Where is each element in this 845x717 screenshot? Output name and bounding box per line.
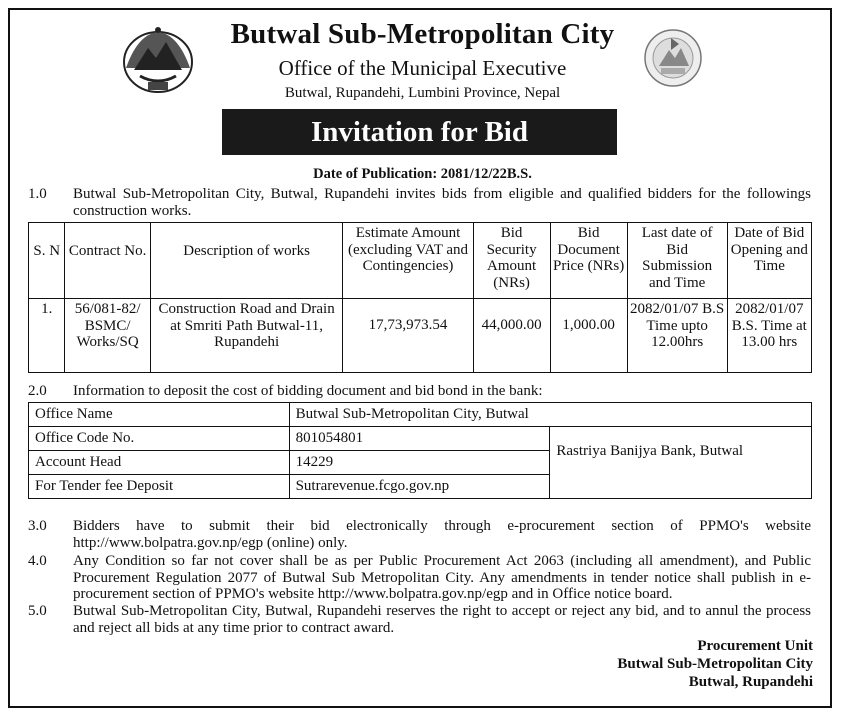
section-5-number: 5.0: [28, 603, 47, 619]
bid-table: [28, 222, 812, 373]
bank-row-office-name: [29, 403, 812, 427]
office-name-value: Butwal Sub-Metropolitan City, Butwal: [289, 403, 811, 427]
section-4-number: 4.0: [28, 553, 47, 569]
header-estimate: Estimate Amount (excluding VAT and Contingencies): [343, 223, 473, 299]
signature-block: [617, 637, 813, 691]
header-last-date: Last date of Bid Submission and Time: [627, 223, 727, 299]
account-head-value: 14229: [289, 451, 550, 475]
row-sn: 1.: [29, 299, 65, 373]
bank-table: [28, 402, 812, 499]
bank-name: Rastriya Banijya Bank, Butwal: [550, 427, 812, 499]
row-estimate: 17,73,973.54: [343, 299, 473, 373]
office-code-value: 801054801: [289, 427, 550, 451]
section-1-number: 1.0: [28, 186, 47, 202]
office-address: Butwal, Rupandehi, Lumbini Province, Nepal: [284, 85, 561, 101]
office-name-label: Office Name: [29, 403, 290, 427]
section-4-text: Any Condition so far not cover shall be as per Public Procurement Act 2063 (including all amendment), and Public Procurement Regulation 2077 of Butwal Sub Metropolitan City. Any amendments in tender notice shall publish in e-procurement section of PPMO's website http://www.bolpatra.gov.np/egp and in Office notice board.: [73, 553, 811, 602]
section-2-text: Information to deposit the cost of bidding document and bid bond in the bank:: [73, 383, 543, 399]
row-last-date: 2082/01/07 B.S Time upto 12.00hrs: [627, 299, 727, 373]
publication-date: Date of Publication: 2081/12/22B.S.: [313, 166, 532, 182]
row-opening: 2082/01/07 B.S. Time at 13.00 hrs: [727, 299, 811, 373]
section-1-text: Butwal Sub-Metropolitan City, Butwal, Rupandehi invites bids from eligible and qualified bidders for the followings construction works.: [73, 186, 811, 219]
city-title: Butwal Sub-Metropolitan City: [230, 18, 615, 50]
header-bid-security: Bid Security Amount (NRs): [473, 223, 550, 299]
bid-table-header: [29, 223, 812, 299]
table-row: [29, 299, 812, 373]
section-2-number: 2.0: [28, 383, 47, 399]
section-3-text: Bidders have to submit their bid electronically through e-procurement section of PPMO's website http://www.bolpatra.gov.np/egp (online) only.: [73, 518, 811, 551]
signature-city: Butwal Sub-Metropolitan City: [617, 656, 813, 672]
signature-unit: Procurement Unit: [697, 638, 813, 654]
tender-fee-value: Sutrarevenue.fcgo.gov.np: [289, 475, 550, 499]
section-3-number: 3.0: [28, 518, 47, 534]
row-description: Construction Road and Drain at Smriti Path Butwal-11, Rupandehi: [150, 299, 343, 373]
header-opening: Date of Bid Opening and Time: [727, 223, 811, 299]
row-document-price: 1,000.00: [550, 299, 627, 373]
row-bid-security: 44,000.00: [473, 299, 550, 373]
signature-location: Butwal, Rupandehi: [688, 674, 813, 690]
office-code-label: Office Code No.: [29, 427, 290, 451]
notice-banner: Invitation for Bid: [222, 109, 617, 155]
header-document-price: Bid Document Price (NRs): [550, 223, 627, 299]
office-subtitle: Office of the Municipal Executive: [278, 56, 567, 80]
header-sn: S. N: [29, 223, 65, 299]
header-contract: Contract No.: [65, 223, 150, 299]
row-contract: 56/081-82/ BSMC/ Works/SQ: [65, 299, 150, 373]
bank-row-office-code: [29, 427, 812, 451]
section-5-text: Butwal Sub-Metropolitan City, Butwal, Rupandehi reserves the right to accept or reject any bid, and to annul the process and reject all bids at any time prior to contract award.: [73, 603, 811, 636]
account-head-label: Account Head: [29, 451, 290, 475]
tender-fee-label: For Tender fee Deposit: [29, 475, 290, 499]
header-description: Description of works: [150, 223, 343, 299]
